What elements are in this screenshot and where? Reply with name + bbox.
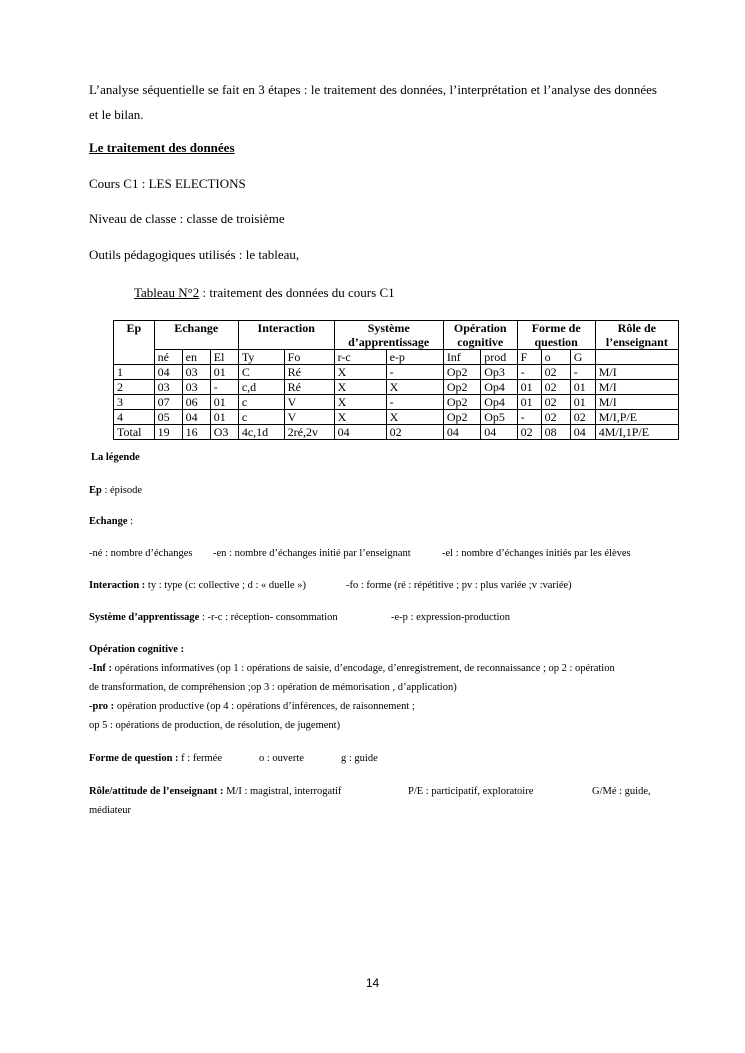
legend-title: La légende [91, 452, 140, 463]
subheader-cell: né [154, 350, 182, 365]
table-cell: Op2 [443, 380, 480, 395]
table-cell: X [386, 380, 443, 395]
table-cell: Op2 [443, 395, 480, 410]
table-cell: Total [114, 425, 155, 440]
table-cell: Op2 [443, 410, 480, 425]
table-caption-text: : traitement des données du cours C1 [199, 285, 395, 300]
table-caption-label: Tableau N°2 [134, 285, 200, 300]
table-cell: V [284, 410, 334, 425]
table-cell: c,d [238, 380, 284, 395]
data-table [113, 320, 679, 440]
subheader-empty [114, 350, 155, 365]
legend-inf-term: -Inf : [89, 663, 113, 674]
tools-line: Outils pédagogiques utilisés : le tableau, [89, 247, 300, 262]
legend-forme-o: o : ouverte [259, 753, 304, 764]
table-cell: 4M/I,1P/E [595, 425, 678, 440]
table-cell: 01 [210, 365, 238, 380]
table-cell: X [334, 395, 386, 410]
course-line: Cours C1 : LES ELECTIONS [89, 176, 246, 191]
table-cell: 04 [570, 425, 595, 440]
table-cell: 03 [182, 380, 210, 395]
table-cell: C [238, 365, 284, 380]
subheader-empty [595, 350, 678, 365]
table-cell: X [334, 365, 386, 380]
table-cell: 04 [154, 365, 182, 380]
legend-en: -en : nombre d’échanges initié par l’enseignant [213, 548, 411, 559]
legend-interaction [89, 580, 306, 591]
table-cell: 08 [541, 425, 570, 440]
table-cell: 1 [114, 365, 155, 380]
legend-ep-def: : épisode [101, 485, 143, 496]
legend-ep-term: Ep [89, 485, 102, 496]
table-cell: M/I [595, 380, 678, 395]
table-cell: Ré [284, 365, 334, 380]
legend-pro [89, 701, 415, 712]
legend-pro-term: -pro : [89, 701, 115, 712]
subheader-cell: e-p [386, 350, 443, 365]
legend-echange-term: Echange [89, 516, 128, 527]
legend-interaction-term: Interaction : [89, 580, 146, 591]
subheader-cell: F [517, 350, 541, 365]
table-cell: 4c,1d [238, 425, 284, 440]
header-echange: Echange [154, 321, 238, 350]
header-systeme [334, 321, 443, 336]
header-operation-2: cognitive [443, 335, 517, 350]
table-cell: 04 [481, 425, 517, 440]
table-row [114, 425, 679, 440]
header-interaction: Interaction [238, 321, 334, 350]
table-cell: 07 [154, 395, 182, 410]
table-cell: 02 [541, 365, 570, 380]
table-cell: Op2 [443, 365, 480, 380]
table-cell: 3 [114, 395, 155, 410]
legend-inf [89, 663, 615, 674]
subheader-cell: en [182, 350, 210, 365]
legend-role [89, 786, 342, 797]
header-forme-line1: Forme de [531, 321, 581, 335]
table-cell: - [386, 365, 443, 380]
legend-forme [89, 753, 222, 764]
header-forme [517, 321, 595, 336]
table-cell: c [238, 410, 284, 425]
table-row [114, 395, 679, 410]
legend-echange-def: : [127, 516, 134, 527]
subheader-cell: o [541, 350, 570, 365]
legend-pro-2: op 5 : opérations de production, de résolution, de jugement) [89, 720, 341, 731]
table-cell: 01 [517, 380, 541, 395]
table-cell: 06 [182, 395, 210, 410]
table-cell: M/I,P/E [595, 410, 678, 425]
table-cell: - [386, 395, 443, 410]
page-number: 14 [365, 976, 380, 990]
header-systeme-line1: Système [367, 321, 410, 335]
header-role-line1: Rôle de [617, 321, 656, 335]
table-cell: - [570, 365, 595, 380]
table-body [114, 365, 679, 440]
table-cell: 02 [517, 425, 541, 440]
table-cell: 01 [517, 395, 541, 410]
table-cell: - [517, 365, 541, 380]
level-line: Niveau de classe : classe de troisième [89, 211, 285, 226]
table-cell: 04 [334, 425, 386, 440]
table-cell: 05 [154, 410, 182, 425]
table-cell: 2ré,2v [284, 425, 334, 440]
intro-paragraph: L’analyse séquentielle se fait en 3 étapes : le traitement des données, l’interprétation et l’analyse des données et le bilan. [89, 82, 657, 122]
legend-ep [89, 485, 142, 496]
table-cell: 01 [570, 395, 595, 410]
header-operation-line1: Opération [453, 321, 507, 335]
legend-systeme [89, 612, 338, 623]
table-cell: - [517, 410, 541, 425]
legend-role-gme-2: médiateur [89, 805, 131, 816]
table-cell: 2 [114, 380, 155, 395]
subheader-cell: prod [481, 350, 517, 365]
subheader-cell: El [210, 350, 238, 365]
legend-ep2: -e-p : expression-production [391, 612, 510, 623]
table-cell: 03 [182, 365, 210, 380]
table-cell: 02 [570, 410, 595, 425]
table-cell: c [238, 395, 284, 410]
table-cell: V [284, 395, 334, 410]
table-cell: 04 [443, 425, 480, 440]
subheader-cell: G [570, 350, 595, 365]
legend-pro-def: opération productive (op 4 : opérations d’inférences, de raisonnement ; [114, 701, 415, 712]
legend-fo: -fo : forme (ré : répétitive ; pv : plus variée ;v :variée) [346, 580, 572, 591]
table-cell: M/I [595, 395, 678, 410]
table-cell: 02 [386, 425, 443, 440]
table-row [114, 410, 679, 425]
table-cell: 02 [541, 395, 570, 410]
table-cell: 02 [541, 380, 570, 395]
legend-role-mi: M/I : magistral, interrogatif [223, 786, 342, 797]
table-cell: X [334, 410, 386, 425]
table-cell: 01 [210, 410, 238, 425]
legend-echange [89, 516, 133, 527]
legend-operation-term: Opération cognitive : [89, 644, 185, 655]
header-systeme-2: d’apprentissage [334, 335, 443, 350]
legend-el: -el : nombre d’échanges initiés par les élèves [442, 548, 631, 559]
header-role [595, 321, 678, 336]
table-row [114, 365, 679, 380]
table-cell: 02 [541, 410, 570, 425]
table-cell: M/I [595, 365, 678, 380]
table-cell: 03 [154, 380, 182, 395]
legend-role-pe: P/E : participatif, exploratoire [408, 786, 534, 797]
table-cell: Op4 [481, 380, 517, 395]
legend-systeme-term: Système d’apprentissage [89, 612, 200, 623]
header-forme-2: question [517, 335, 595, 350]
header-role-2: l’enseignant [595, 335, 678, 350]
legend-systeme-def: : -r-c : réception- consommation [199, 612, 338, 623]
section-title: Le traitement des données [89, 140, 235, 155]
table-cell: X [334, 380, 386, 395]
table-cell: 19 [154, 425, 182, 440]
legend-forme-f: f : fermée [178, 753, 222, 764]
header-operation [443, 321, 517, 336]
table-row [114, 380, 679, 395]
table-cell: 16 [182, 425, 210, 440]
legend-role-term: Rôle/attitude de l’enseignant : [89, 786, 224, 797]
table-cell: 01 [210, 395, 238, 410]
table-cell: - [210, 380, 238, 395]
legend-ne: -né : nombre d’échanges [89, 548, 193, 559]
table-cell: Op5 [481, 410, 517, 425]
legend-role-gme: G/Mé : guide, [592, 786, 651, 797]
table-cell: Op4 [481, 395, 517, 410]
header-ep: Ep [114, 321, 155, 350]
subheader-cell: Fo [284, 350, 334, 365]
table-cell: 04 [182, 410, 210, 425]
legend-inf-2: de transformation, de compréhension ;op 3 : opération de mémorisation , d’application) [89, 682, 457, 693]
legend-forme-g: g : guide [341, 753, 378, 764]
table-cell: Ré [284, 380, 334, 395]
table-cell: Op3 [481, 365, 517, 380]
legend-interaction-def: ty : type (c: collective ; d : « duelle ») [145, 580, 306, 591]
table-cell: X [386, 410, 443, 425]
table-cell: 01 [570, 380, 595, 395]
legend-inf-def: opérations informatives (op 1 : opérations de saisie, d’encodage, d’enregistrement, de reconnaissance ; op 2 : opération [112, 663, 615, 674]
table-header-row [114, 321, 679, 336]
table-cell: 4 [114, 410, 155, 425]
subheader-cell: Ty [238, 350, 284, 365]
table-caption [134, 285, 395, 301]
subheader-cell: Inf [443, 350, 480, 365]
table-cell: O3 [210, 425, 238, 440]
subheader-cell: r-c [334, 350, 386, 365]
table-subheader-row [114, 350, 679, 365]
legend-forme-term: Forme de question : [89, 753, 179, 764]
